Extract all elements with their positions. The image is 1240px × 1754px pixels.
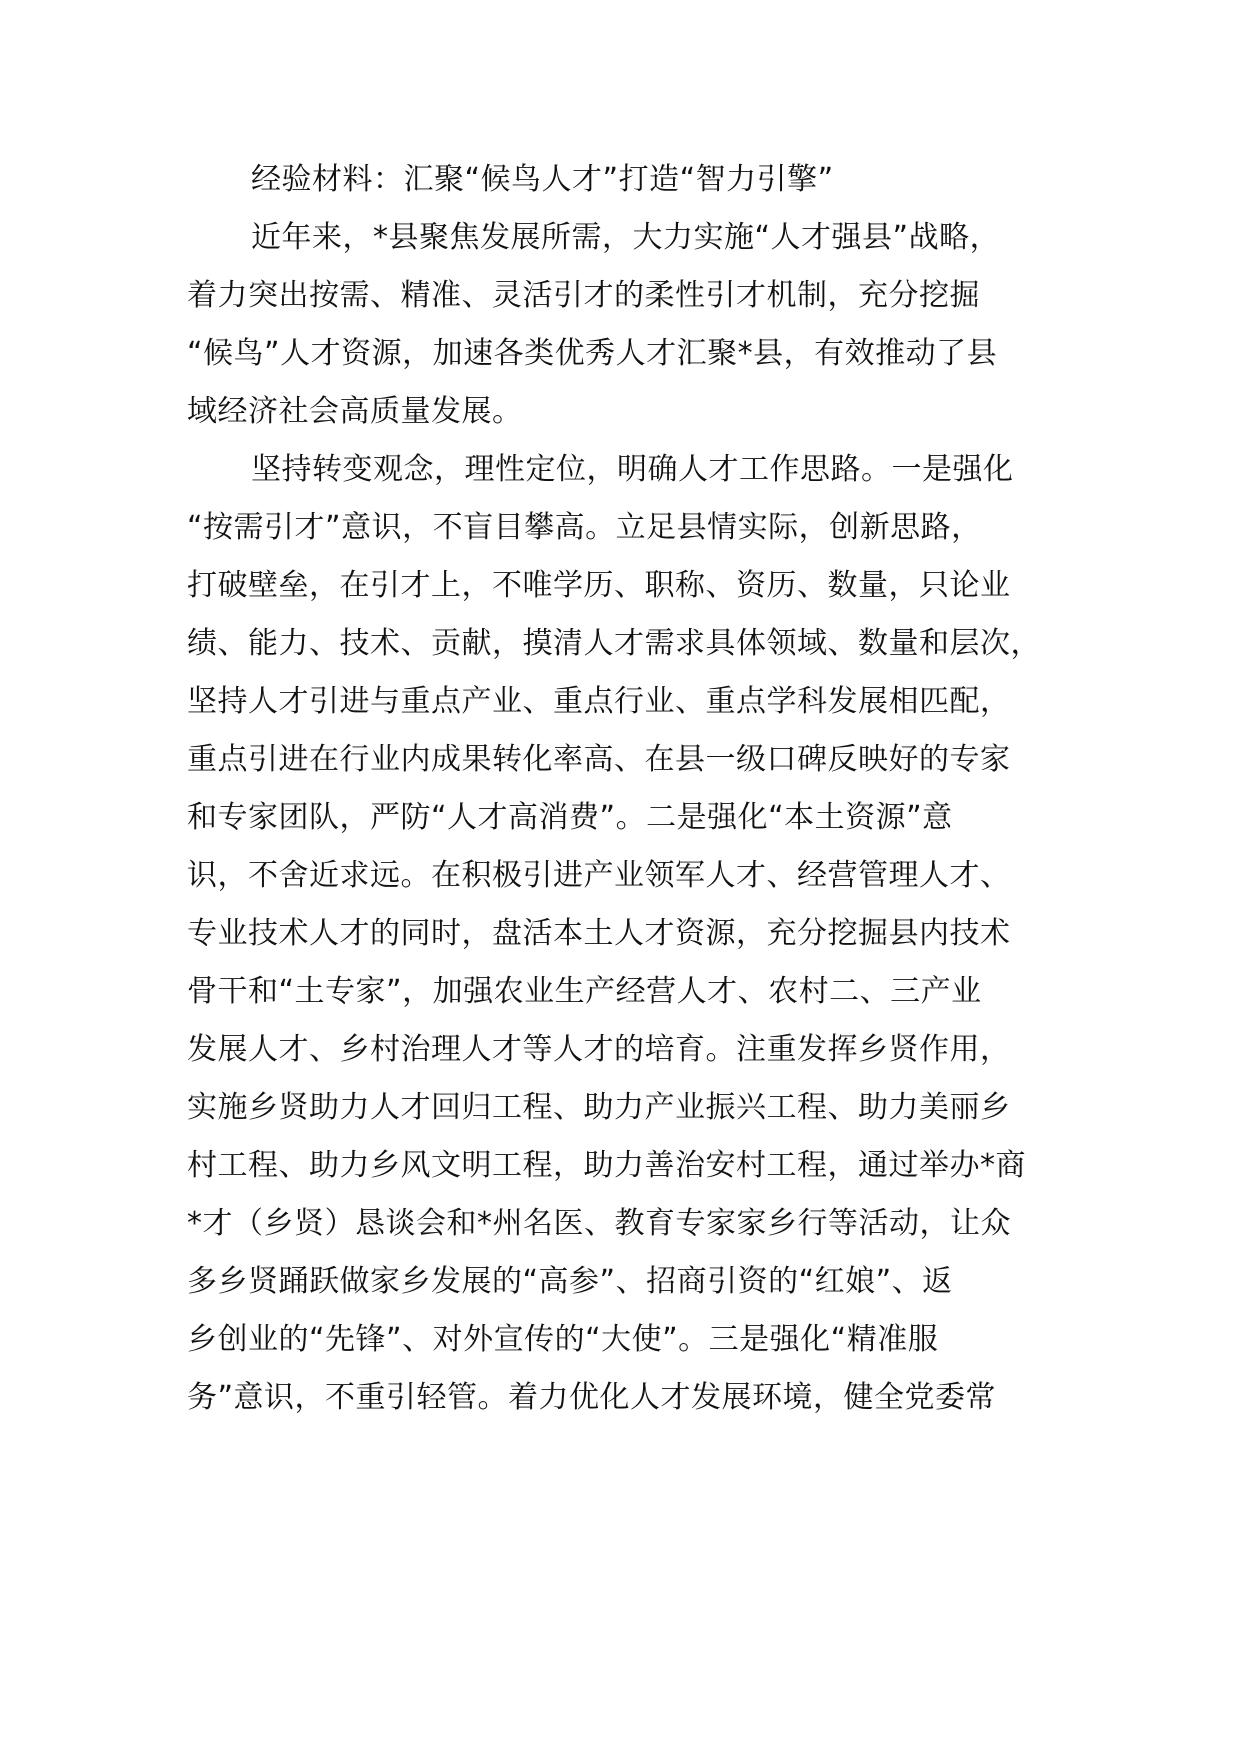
paragraph-1-line-1: 近年来，*县聚焦发展所需，大力实施“人才强县”战略， [251, 220, 1001, 255]
paragraph-2-line-12: 实施乡贤助力人才回归工程、助力产业振兴工程、助力美丽乡 [187, 1090, 1011, 1125]
paragraph-2-line-2: “按需引才”意识，不盲目攀高。立足县情实际，创新思路， [187, 510, 982, 545]
paragraph-2-line-13: 村工程、助力乡风文明工程，助力善治安村工程，通过举办*商 [187, 1148, 1026, 1183]
paragraph-2-line-7: 和专家团队，严防“人才高消费”。二是强化“本土资源”意 [187, 800, 953, 835]
paragraph-1-line-3: “候鸟”人才资源，加速各类优秀人才汇聚*县，有效推动了县 [187, 336, 998, 371]
paragraph-2-line-1: 坚持转变观念，理性定位，明确人才工作思路。一是强化 [251, 452, 1014, 487]
paragraph-2-line-6: 重点引进在行业内成果转化率高、在县一级口碑反映好的专家 [187, 742, 1011, 777]
paragraph-1-line-2: 着力突出按需、精准、灵活引才的柔性引才机制，充分挖掘 [187, 278, 980, 313]
paragraph-1-line-4: 域经济社会高质量发展。 [187, 394, 523, 429]
paragraph-2-line-4: 绩、能力、技术、贡献，摸清人才需求具体领域、数量和层次， [187, 626, 1041, 661]
paragraph-2-line-10: 骨干和“土专家”，加强农业生产经营人才、农村二、三产业 [187, 974, 982, 1009]
paragraph-2-line-16: 乡创业的“先锋”、对外宣传的“大使”。三是强化“精准服 [187, 1322, 939, 1357]
paragraph-2-line-8: 识，不舍近求远。在积极引进产业领军人才、经营管理人才、 [187, 858, 1011, 893]
paragraph-2-line-3: 打破壁垒，在引才上，不唯学历、职称、资历、数量，只论业 [187, 568, 1011, 603]
paragraph-2-line-9: 专业技术人才的同时，盘活本土人才资源，充分挖掘县内技术 [187, 916, 1011, 951]
paragraph-2-line-5: 坚持人才引进与重点产业、重点行业、重点学科发展相匹配， [187, 684, 1011, 719]
paragraph-2-line-15: 多乡贤踊跃做家乡发展的“高参”、招商引资的“红娘”、返 [187, 1264, 953, 1299]
paragraph-2-line-14: *才（乡贤）恳谈会和*州名医、教育专家家乡行等活动，让众 [187, 1206, 1011, 1241]
document-title: 经验材料：汇聚“候鸟人才”打造“智力引擎” [251, 162, 834, 197]
paragraph-2-line-17: 务”意识，不重引轻管。着力优化人才发展环境，健全党委常 [187, 1380, 997, 1415]
paragraph-2-line-11: 发展人才、乡村治理人才等人才的培育。注重发挥乡贤作用， [187, 1032, 1011, 1067]
